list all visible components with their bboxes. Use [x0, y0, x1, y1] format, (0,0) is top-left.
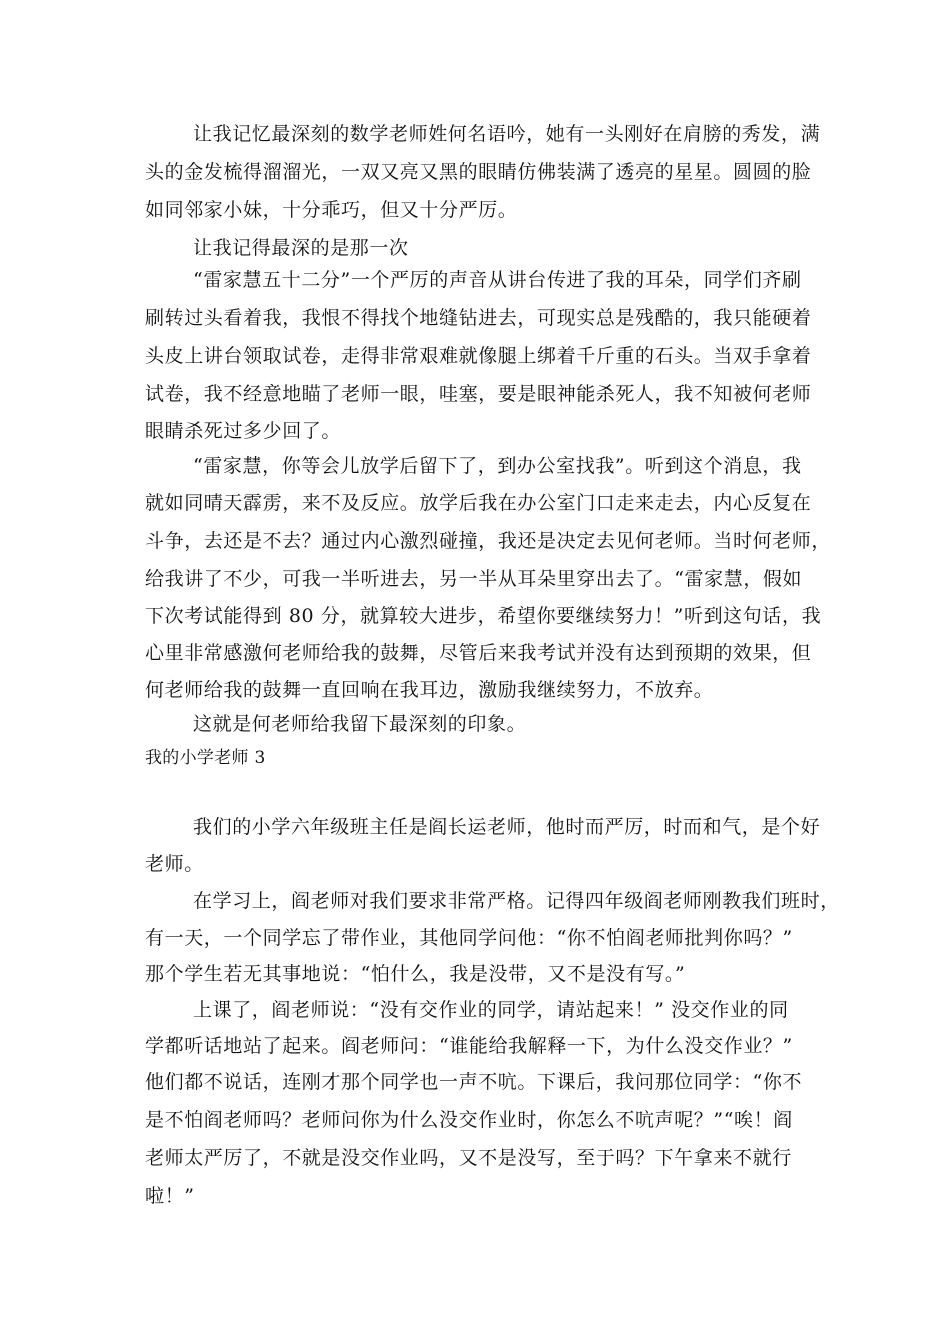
- text-line: 在学习上，阎老师对我们要求非常严格。记得四年级阎老师刚教我们班时，: [193, 890, 840, 912]
- text-line: 让我记忆最深刻的数学老师姓何名语吟，她有一头刚好在肩膀的秀发，满: [193, 123, 821, 145]
- text-line: 老师太严厉了，不就是没交作业吗，又不是没写，至于吗？下午拿来不就行: [145, 1147, 792, 1169]
- text-line: 心里非常感激何老师给我的鼓舞，尽管后来我考试并没有达到预期的效果，但: [145, 642, 812, 664]
- text-line: 让我记得最深的是那一次: [193, 237, 409, 259]
- text-line: 头皮上讲台领取试卷，走得非常艰难就像腿上绑着千斤重的石头。当双手拿着: [145, 345, 812, 367]
- text-line: 头的金发梳得溜溜光，一双又亮又黑的眼睛仿佛装满了透亮的星星。圆圆的脸: [145, 161, 812, 183]
- text-line: 我们的小学六年级班主任是阎长运老师，他时而严厉，时而和气，是个好: [193, 816, 821, 838]
- text-line: 就如同晴天霹雳，来不及反应。放学后我在办公室门口走来走去，内心反复在: [145, 492, 812, 514]
- section-heading: 我的小学老师 3: [145, 748, 266, 768]
- text-line: 学都听话地站了起来。阎老师问：“谁能给我解释一下，为什么没交作业？”: [145, 1035, 793, 1057]
- text-line: 何老师给我的鼓舞一直回响在我耳边，激励我继续努力，不放弃。: [145, 679, 714, 701]
- text-line: 斗争，去还是不去？通过内心激烈碰撞，我还是决定去见何老师。当时何老师，: [145, 530, 832, 552]
- text-line: 如同邻家小妹，十分乖巧，但又十分严厉。: [145, 199, 518, 221]
- text-line: 上课了，阎老师说：“没有交作业的同学，请站起来！” 没交作业的同: [193, 999, 789, 1021]
- text-line: 刷转过头看着我，我恨不得找个地缝钻进去，可现实总是残酷的，我只能硬着: [145, 307, 812, 329]
- text-line: 这就是何老师给我留下最深刻的印象。: [193, 713, 527, 735]
- text-line: 啦！”: [145, 1185, 195, 1207]
- text-line: 眼睛杀死过多少回了。: [145, 420, 342, 442]
- text-line: 是不怕阎老师吗？老师问你为什么没交作业时，你怎么不吭声呢？”“唉！阎: [145, 1109, 793, 1131]
- text-line: 那个学生若无其事地说：“怕什么，我是没带，又不是没有写。”: [145, 963, 686, 985]
- text-line: 老师。: [145, 853, 204, 875]
- text-line: 给我讲了不少，可我一半听进去，另一半从耳朵里穿出去了。“雷家慧，假如: [145, 568, 803, 590]
- text-line: 下次考试能得到 80 分，就算较大进步，希望你要继续努力！”听到这句话，我: [145, 605, 822, 627]
- text-line: “雷家慧五十二分”一个严厉的声音从讲台传进了我的耳朵，同学们齐刷: [193, 269, 802, 291]
- text-line: 有一天，一个同学忘了带作业，其他同学问他：“你不怕阎老师批判你吗？”: [145, 927, 793, 949]
- text-line: 试卷，我不经意地瞄了老师一眼，哇塞，要是眼神能杀死人，我不知被何老师: [145, 383, 812, 405]
- text-line: “雷家慧，你等会儿放学后留下了，到办公室找我”。听到这个消息，我: [193, 455, 802, 477]
- text-line: 他们都不说话，连刚才那个同学也一声不吭。下课后，我问那位同学：“你不: [145, 1071, 803, 1093]
